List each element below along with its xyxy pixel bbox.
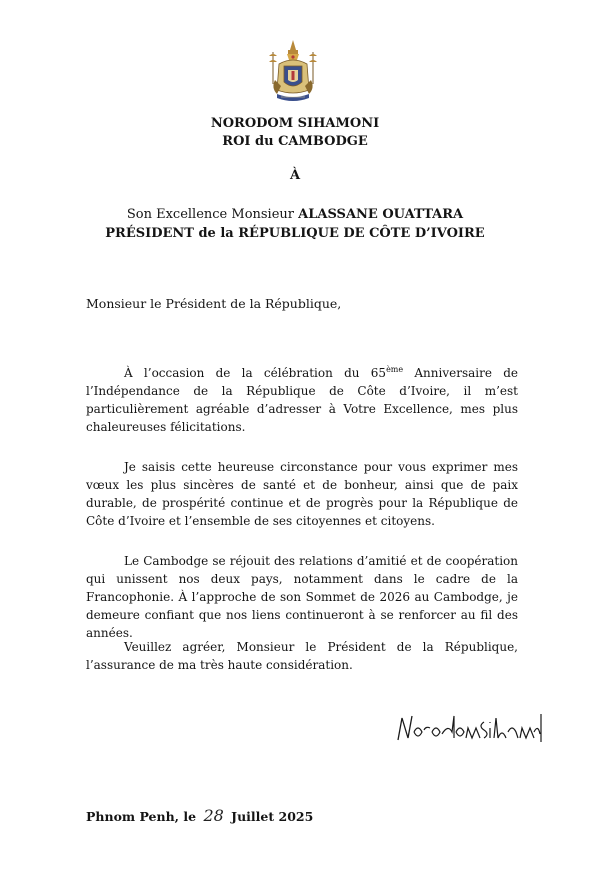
recipient-honorific: Son Excellence Monsieur [126, 207, 294, 222]
date-month-year: Juillet 2025 [231, 809, 314, 824]
recipient-block [0, 205, 590, 243]
sender-title: ROI du CAMBODGE [222, 134, 368, 149]
addressee-marker: À [289, 168, 301, 183]
paragraph-2: Je saisis cette heureuse circonstance pour vous exprimer mes vœux les plus sincères de santé et de bonheur, ainsi que de paix durable, de prospérité continue et de progrès pour la République de Côte d’Ivoire et l’ensemble de ses citoyennes et citoyens. [86, 460, 518, 528]
royal-coat-of-arms-icon [263, 38, 323, 108]
paragraph-1-before: À l’occasion de la célébration du 65 [124, 366, 387, 380]
recipient-name: ALASSANE OUATTARA [298, 207, 464, 222]
ordinal-superscript: ème [386, 365, 404, 374]
date-line [86, 806, 313, 825]
recipient-title: PRÉSIDENT de la RÉPUBLIQUE DE CÔTE D’IVOIRE [105, 226, 485, 241]
paragraph-1 [86, 364, 518, 436]
paragraph-3: Le Cambodge se réjouit des relations d’amitié et de coopération qui unissent nos deux pays, notamment dans le cadre de la Francophonie. À l’approche de son Sommet de 2026 au Cambodge, je demeure confiant que nos liens continueront à se renforcer au fil des années. [86, 554, 518, 640]
sender-name: NORODOM SIHAMONI [210, 116, 380, 131]
date-day-handwritten: 28 [203, 806, 224, 825]
paragraph-1-after: Anniversaire de l’Indépendance de la République de Côte d’Ivoire, il m’est particulièrement agréable d’adresser à Votre Excellence, mes plus chaleureuses félicitations. [86, 366, 518, 434]
paragraph-4: Veuillez agréer, Monsieur le Président de la République, l’assurance de ma très haute considération. [86, 640, 518, 672]
handwritten-signature [394, 708, 544, 748]
date-prefix: Phnom Penh, le [86, 809, 197, 824]
salutation: Monsieur le Président de la République, [86, 296, 342, 311]
sender-block [0, 115, 590, 151]
recipient-line-1 [0, 205, 590, 224]
